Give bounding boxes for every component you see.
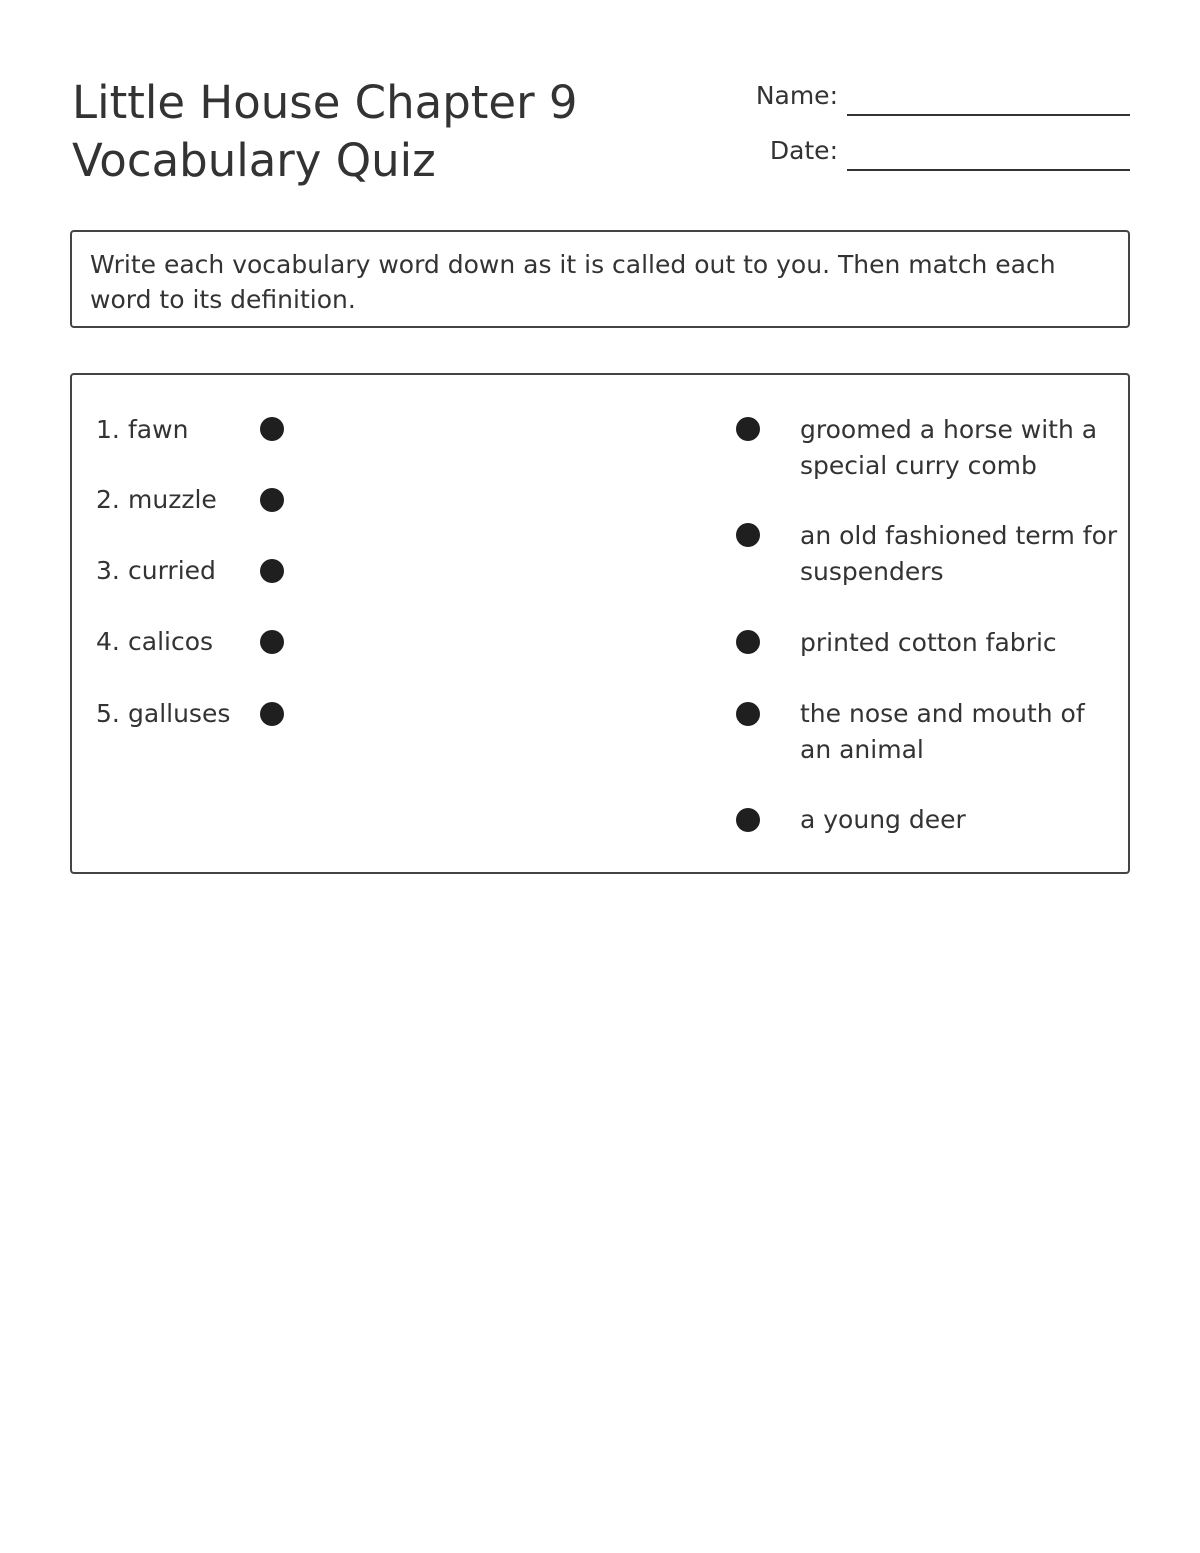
word-number: 4. <box>96 627 120 656</box>
word-item-4 <box>96 624 213 660</box>
word-number: 1. <box>96 415 120 444</box>
name-label: Name: <box>755 81 838 110</box>
word-1-dot[interactable] <box>260 417 284 441</box>
word-item-2 <box>96 482 217 518</box>
date-write-line[interactable] <box>847 169 1130 171</box>
matching-box <box>70 373 1130 874</box>
word-number: 2. <box>96 485 120 514</box>
name-field <box>700 76 1130 116</box>
definition-4: the nose and mouth of an animal <box>800 699 1085 764</box>
word-text: fawn <box>128 415 189 444</box>
word-item-5 <box>96 696 230 732</box>
word-item-3 <box>96 553 216 589</box>
word-5-dot[interactable] <box>260 702 284 726</box>
definition-1: groomed a horse with a special curry comb <box>800 415 1098 480</box>
definition-1-dot[interactable] <box>736 417 760 441</box>
title-line-2: Vocabulary Quiz <box>72 134 436 187</box>
word-number: 5. <box>96 699 120 728</box>
word-text: calicos <box>128 627 214 656</box>
word-text: galluses <box>128 699 231 728</box>
word-number: 3. <box>96 556 120 585</box>
word-2-dot[interactable] <box>260 488 284 512</box>
word-4-dot[interactable] <box>260 630 284 654</box>
definition-3: printed cotton fabric <box>800 628 1057 657</box>
word-text: curried <box>128 556 216 585</box>
definition-5: a young deer <box>800 805 966 834</box>
definition-4-dot[interactable] <box>736 702 760 726</box>
definition-2-dot[interactable] <box>736 523 760 547</box>
definition-5-dot[interactable] <box>736 808 760 832</box>
definition-2: an old fashioned term for suspenders <box>800 521 1118 586</box>
definition-3-dot[interactable] <box>736 630 760 654</box>
title-line-1: Little House Chapter 9 <box>72 76 578 129</box>
instructions-box: Write each vocabulary word down as it is called out to you. Then match each word to its definition. <box>70 230 1130 328</box>
date-field <box>700 131 1130 171</box>
word-item-1 <box>96 412 188 448</box>
page-title <box>72 74 712 190</box>
name-write-line[interactable] <box>847 114 1130 116</box>
date-label: Date: <box>769 136 838 165</box>
word-text: muzzle <box>128 485 217 514</box>
word-3-dot[interactable] <box>260 559 284 583</box>
